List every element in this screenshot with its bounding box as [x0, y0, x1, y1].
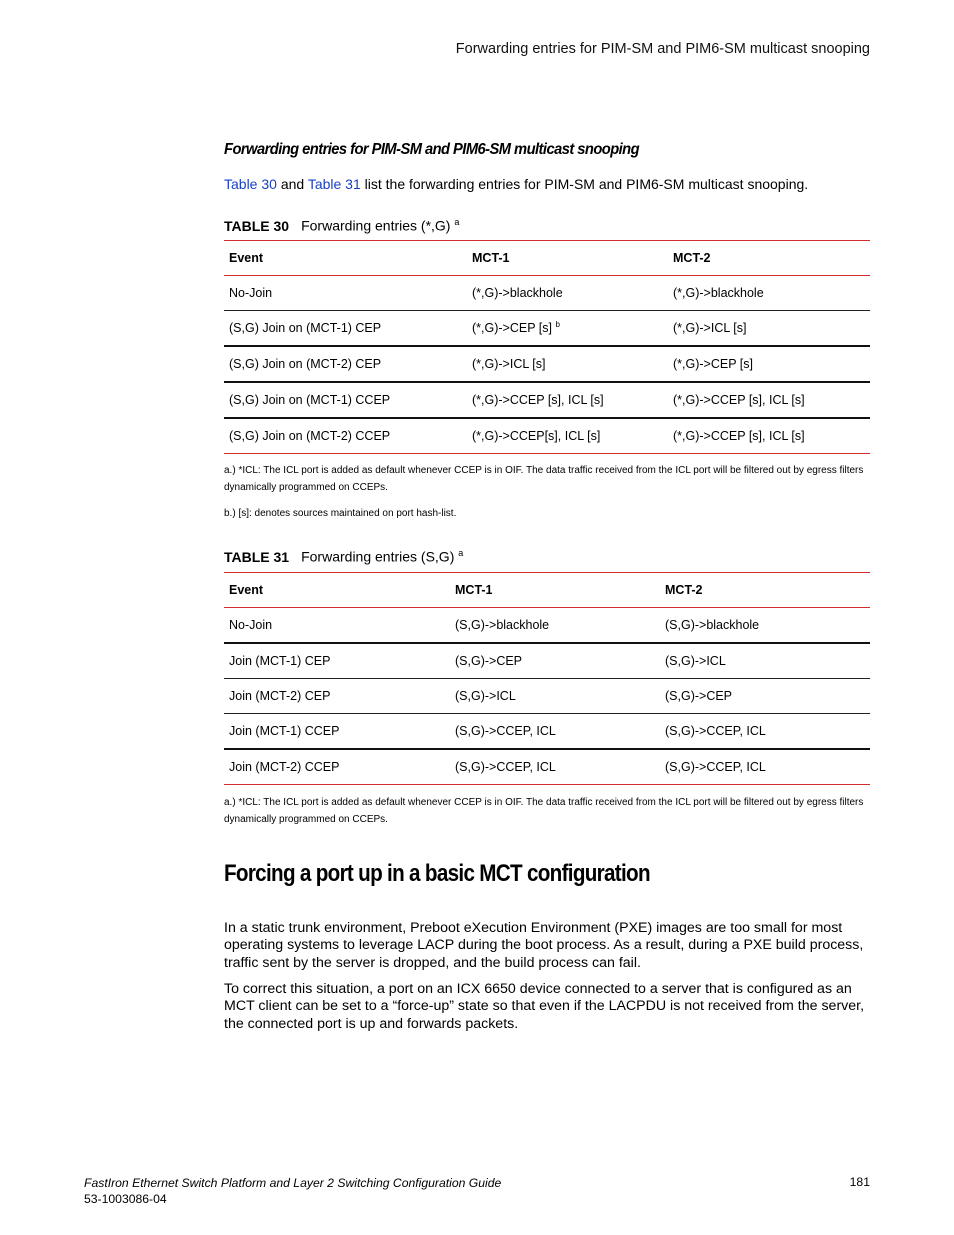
cell-mct-2: (S,G)->CCEP, ICL — [660, 749, 870, 785]
cell-event: (S,G) Join on (MCT-2) CEP — [224, 346, 467, 382]
cell-event: (S,G) Join on (MCT-1) CEP — [224, 311, 467, 347]
table-row — [224, 714, 870, 750]
cell-event: Join (MCT-2) CEP — [224, 679, 450, 714]
table-row — [224, 749, 870, 785]
cell-event: Join (MCT-1) CCEP — [224, 714, 450, 750]
table-row — [224, 276, 870, 311]
cell-mct-1: (*,G)->blackhole — [467, 276, 668, 311]
table-header-row — [224, 241, 870, 276]
column-header-mct-1: MCT-1 — [450, 573, 660, 608]
cell-mct-1: (*,G)->CCEP [s], ICL [s] — [467, 382, 668, 418]
table-30-title: Forwarding entries (*,G) — [301, 217, 451, 234]
cell-mct-1: (S,G)->CEP — [450, 643, 660, 679]
table-30-caption-footnote-ref: a — [454, 217, 460, 227]
table-31-title: Forwarding entries (S,G) — [301, 548, 455, 565]
page-number: 181 — [849, 1175, 870, 1189]
cell-mct-2: (S,G)->ICL — [660, 643, 870, 679]
cell-event: No-Join — [224, 276, 467, 311]
table-row — [224, 679, 870, 714]
column-header-mct-2: MCT-2 — [660, 573, 870, 608]
cell-mct-2: (*,G)->CCEP [s], ICL [s] — [668, 418, 870, 454]
table-row — [224, 382, 870, 418]
cell-mct-1: (S,G)->blackhole — [450, 608, 660, 644]
cell-mct-2: (*,G)->blackhole — [668, 276, 870, 311]
cell-mct-1: (*,G)->CCEP[s], ICL [s] — [467, 418, 668, 454]
cell-mct-2: (*,G)->CEP [s] — [668, 346, 870, 382]
table-31-number: TABLE 31 — [224, 548, 290, 565]
table-31-link[interactable]: Table 31 — [307, 176, 361, 192]
running-header: Forwarding entries for PIM-SM and PIM6-SM multicast snooping — [455, 41, 870, 57]
table-31-caption — [224, 548, 463, 565]
cell-event: (S,G) Join on (MCT-1) CCEP — [224, 382, 467, 418]
table-31-caption-footnote-ref: a — [458, 548, 464, 558]
cell-mct-2: (S,G)->CEP — [660, 679, 870, 714]
table-row — [224, 643, 870, 679]
table-30-link[interactable]: Table 30 — [224, 176, 277, 192]
footer-doc-number: 53-1003086-04 — [84, 1192, 167, 1206]
table-row — [224, 418, 870, 454]
cell-mct-1: (S,G)->CCEP, ICL — [450, 749, 660, 785]
table-30-footnote-a: a.) *ICL: The ICL port is added as default whenever CCEP is in OIF. The data traffic received from the ICL port will be filtered out by egress filters dynamically programmed on CCEPs. — [224, 465, 864, 493]
body-paragraph-2: To correct this situation, a port on an ICX 6650 device connected to a server that is configured as an MCT client can be set to a “force-up” state so that even if the LACPDU is not received from the server, the connected port is up and forwards packets. — [224, 981, 865, 1032]
table-31 — [224, 572, 870, 785]
table-row — [224, 346, 870, 382]
column-header-event: Event — [224, 573, 450, 608]
cell-mct-2: (*,G)->ICL [s] — [668, 311, 870, 347]
section-heading: Forcing a port up in a basic MCT configuration — [224, 860, 650, 887]
table-30-number: TABLE 30 — [224, 217, 290, 234]
column-header-mct-2: MCT-2 — [668, 241, 870, 276]
table-30-caption — [224, 217, 459, 234]
intro-paragraph — [224, 176, 808, 192]
footnote-ref-b: b — [555, 320, 560, 330]
cell-mct-1: (*,G)->ICL [s] — [467, 346, 668, 382]
cell-event: Join (MCT-1) CEP — [224, 643, 450, 679]
cell-mct-2: (*,G)->CCEP [s], ICL [s] — [668, 382, 870, 418]
cell-mct-1: (S,G)->ICL — [450, 679, 660, 714]
section-title: Forwarding entries for PIM-SM and PIM6-SM multicast snooping — [224, 141, 640, 158]
footer-guide-title: FastIron Ethernet Switch Platform and Layer 2 Switching Configuration Guide — [84, 1176, 502, 1190]
cell-event: No-Join — [224, 608, 450, 644]
table-30-footnote-b: b.) [s]: denotes sources maintained on port hash-list. — [224, 508, 457, 519]
column-header-event: Event — [224, 241, 467, 276]
intro-rest: list the forwarding entries for PIM-SM and PIM6-SM multicast snooping. — [360, 176, 809, 192]
table-header-row — [224, 573, 870, 608]
intro-and: and — [276, 176, 308, 192]
cell-event: Join (MCT-2) CCEP — [224, 749, 450, 785]
table-30 — [224, 240, 870, 454]
cell-mct-2: (S,G)->blackhole — [660, 608, 870, 644]
cell-mct-1-text: (*,G)->CEP [s] — [472, 321, 552, 336]
cell-mct-2: (S,G)->CCEP, ICL — [660, 714, 870, 750]
table-row — [224, 311, 870, 347]
table-row — [224, 608, 870, 644]
cell-mct-1: (S,G)->CCEP, ICL — [450, 714, 660, 750]
body-paragraph-1: In a static trunk environment, Preboot eXecution Environment (PXE) images are too small for most operating systems to leverage LACP during the boot process. As a result, during a PXE build process, traffic sent by the server is dropped, and the build process can fail. — [224, 920, 864, 971]
cell-event: (S,G) Join on (MCT-2) CCEP — [224, 418, 467, 454]
column-header-mct-1: MCT-1 — [467, 241, 668, 276]
cell-mct-1 — [467, 311, 668, 347]
footer-left — [84, 1175, 501, 1207]
table-31-footnote-a: a.) *ICL: The ICL port is added as default whenever CCEP is in OIF. The data traffic received from the ICL port will be filtered out by egress filters dynamically programmed on CCEPs. — [224, 797, 864, 825]
